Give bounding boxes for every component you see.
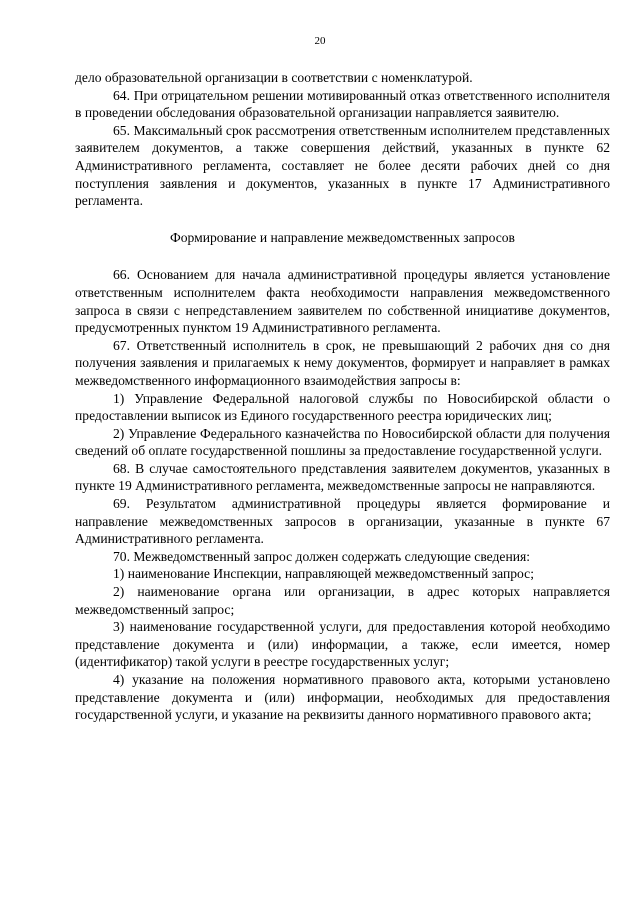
paragraph-64: 64. При отрицательном решении мотивированный отказ ответственного исполнителя в проведении обследования образовательной организации направляется заявителю. bbox=[75, 87, 610, 121]
paragraph-68: 68. В случае самостоятельного представления заявителем документов, указанных в пункте 19 Административного регламента, межведомственные запросы не направляются. bbox=[75, 460, 610, 494]
paragraph-70-item-2: 2) наименование органа или организации, в адрес которых направляется межведомственный запрос; bbox=[75, 584, 610, 617]
document-body bbox=[75, 69, 610, 724]
paragraph-continuation: дело образовательной организации в соответствии с номенклатурой. bbox=[75, 70, 473, 85]
paragraph-70-item-4: 4) указание на положения нормативного правового акта, которыми установлено представление документа и (или) информации, необходимых для предоставления государственной услуги, и указание на реквизиты данного нормативного правового акта; bbox=[75, 672, 610, 723]
paragraph-66: 66. Основанием для начала административной процедуры является установление ответственным исполнителем факта необходимости направления межведомственного запроса в связи с непредставлением заявителем по собственной инициативе документов, предусмотренных пунктом 19 Административного регламента. bbox=[75, 267, 610, 336]
paragraph-70-item-1: 1) наименование Инспекции, направляющей межведомственный запрос; bbox=[113, 566, 534, 582]
paragraph-67-item-2: 2) Управление Федерального казначейства по Новосибирской области для получения сведений об оплате государственной пошлины за предоставление государственной услуги. bbox=[75, 425, 610, 459]
section-heading: Формирование и направление межведомственных запросов bbox=[170, 229, 515, 245]
paragraph-67: 67. Ответственный исполнитель в срок, не превышающий 2 рабочих дня со дня получения заявления и прилагаемых к нему документов, формирует и направляет в рамках межведомственного информационного взаимодействия запросы в: bbox=[75, 337, 610, 388]
paragraph-69: 69. Результатом административной процедуры является формирование и направление межведомственных запросов в организации, указанные в пункте 67 Административного регламента. bbox=[75, 496, 610, 547]
paragraph-70-item-3: 3) наименование государственной услуги, для предоставления которой необходимо представление документа и (или) информации, а также, если имеется, номер (идентификатор) такой услуги в реестре государственных услуг; bbox=[75, 619, 610, 670]
page-number: 20 bbox=[314, 35, 326, 47]
paragraph-67-item-1: 1) Управление Федеральной налоговой службы по Новосибирской области о предоставлении выписок из Единого государственного реестра юридических лиц; bbox=[75, 390, 610, 424]
paragraph-65: 65. Максимальный срок рассмотрения ответственным исполнителем представленных заявителем документов, а также совершения действий, указанных в пункте 62 Административного регламента, составляет не более десяти рабочих дней со дня поступления заявления и документов, указанных в пункте 17 Административного регламента. bbox=[75, 122, 610, 209]
paragraph-70: 70. Межведомственный запрос должен содержать следующие сведения: bbox=[113, 548, 531, 564]
